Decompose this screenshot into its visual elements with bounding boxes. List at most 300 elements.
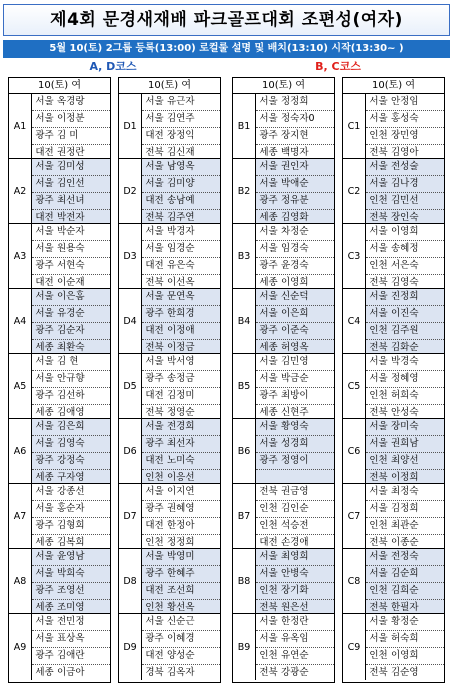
player-row [256, 648, 334, 665]
player-region: 서울 [259, 568, 278, 579]
player-name: 김화순 [391, 342, 419, 353]
player-name: 김희순 [391, 585, 419, 596]
player-list [141, 484, 220, 548]
player-name: 황정순 [391, 616, 419, 627]
group-label: C4 [347, 315, 361, 327]
player-name: 정숙자0 [281, 113, 315, 124]
player-row [142, 518, 220, 535]
player-name: 안성숙 [391, 407, 419, 418]
player-region: 서울 [369, 486, 388, 497]
player-region: 서울 [145, 551, 164, 562]
player-name: 옥경랑 [57, 96, 85, 107]
player-name: 김주연 [167, 212, 195, 223]
player-list [365, 549, 444, 613]
player-name: 장지현 [281, 130, 309, 141]
player-region: 전북 [369, 407, 388, 418]
player-row [256, 128, 334, 145]
group-label: C3 [347, 250, 361, 262]
player-row [142, 665, 220, 681]
player-row [366, 306, 444, 323]
player-name: 한필자 [391, 602, 419, 613]
player-row [256, 371, 334, 388]
player-region: 전북 [145, 147, 164, 158]
player-region: 서울 [259, 178, 278, 189]
player-name: 장기화 [281, 585, 309, 596]
course-label-bc: B, C코스 [315, 60, 361, 73]
player-region: 서울 [369, 113, 388, 124]
player-name: 김인순 [281, 503, 309, 514]
player-name: 차정순 [281, 226, 309, 237]
player-row [366, 224, 444, 241]
player-name: 안규향 [57, 373, 85, 384]
player-name: 이종순 [391, 537, 419, 548]
player-row [256, 289, 334, 306]
player-list [141, 94, 220, 158]
player-row [142, 501, 220, 518]
player-row [256, 258, 334, 275]
player-row [142, 258, 220, 275]
player-name: 김영숙 [391, 277, 419, 288]
player-row [366, 354, 444, 371]
player-region: 대전 [145, 585, 164, 596]
player-row [32, 518, 110, 535]
player-name: 허영옥 [281, 342, 309, 353]
group-label: B6 [237, 445, 251, 457]
player-name: 강정숙 [57, 455, 85, 466]
player-row [366, 614, 444, 631]
player-row [366, 94, 444, 111]
group-table-b [232, 77, 335, 683]
player-region: 서울 [259, 438, 278, 449]
player-region: 세종 [259, 277, 278, 288]
player-name: 장정익 [167, 130, 195, 141]
player-region: 광주 [35, 130, 54, 141]
player-row [366, 501, 444, 518]
player-name: 정영이 [281, 455, 309, 466]
group-block [233, 484, 334, 549]
player-region: 세종 [259, 147, 278, 158]
table-header: 10(토) 여 [343, 78, 444, 94]
player-region: 광주 [35, 325, 54, 336]
player-region: 광주 [259, 130, 278, 141]
group-label: A4 [13, 315, 27, 327]
group-block [119, 549, 220, 614]
player-region: 광주 [35, 195, 54, 206]
player-region: 광주 [35, 650, 54, 661]
player-region: 서울 [35, 486, 54, 497]
player-name: 유연순 [281, 650, 309, 661]
player-row [32, 176, 110, 193]
player-name: 장인숙 [391, 212, 419, 223]
player-region: 서울 [35, 113, 54, 124]
player-region: 세종 [259, 212, 278, 223]
player-name: 김신재 [167, 147, 195, 158]
player-name: 김미성 [57, 161, 85, 172]
group-block [343, 354, 444, 419]
player-region: 대전 [35, 147, 54, 158]
player-row [256, 306, 334, 323]
player-name: 손경애 [281, 537, 309, 548]
player-region: 대전 [145, 130, 164, 141]
player-row [32, 484, 110, 501]
player-row [256, 94, 334, 111]
player-row [142, 128, 220, 145]
player-row [32, 665, 110, 681]
player-row [32, 289, 110, 306]
player-region: 서울 [369, 291, 388, 302]
player-name: 홍성숙 [391, 113, 419, 124]
player-region: 광주 [35, 390, 54, 401]
player-region: 광주 [259, 260, 278, 271]
player-region: 서울 [369, 551, 388, 562]
player-name: 조선희 [167, 585, 195, 596]
player-region: 대전 [145, 325, 164, 336]
player-region: 전북 [369, 667, 388, 678]
group-label: A5 [13, 380, 27, 392]
group-block [233, 614, 334, 680]
player-row [256, 224, 334, 241]
player-row [256, 354, 334, 371]
group-label: B5 [237, 380, 251, 392]
player-row [366, 665, 444, 681]
player-region: 서울 [369, 568, 388, 579]
group-label: C9 [347, 641, 361, 653]
player-name: 최정숙 [391, 486, 419, 497]
player-list [31, 484, 110, 548]
player-name: 권혜영 [167, 503, 195, 514]
player-list [365, 159, 444, 223]
player-name: 김정희 [391, 503, 419, 514]
player-row [256, 501, 334, 518]
player-row [366, 128, 444, 145]
group-table-d [118, 77, 221, 683]
player-name: 박영미 [167, 551, 195, 562]
player-region: 서울 [145, 486, 164, 497]
player-region: 광주 [145, 568, 164, 579]
player-row [142, 306, 220, 323]
player-region: 서울 [35, 503, 54, 514]
player-name: 김정미 [167, 390, 195, 401]
player-list [141, 354, 220, 418]
group-block [233, 224, 334, 289]
player-list [31, 224, 110, 288]
player-row [256, 111, 334, 128]
player-list [255, 484, 334, 548]
player-name: 이영희 [281, 277, 309, 288]
player-name: 박경자 [167, 226, 195, 237]
schedule-banner: 5월 10(토) 2그룹 등록(13:00) 로컬룰 설명 및 배치(13:10) 시작(13:30~ ) [3, 40, 450, 58]
player-row [142, 549, 220, 566]
group-block [119, 94, 220, 159]
group-label: D1 [123, 120, 137, 132]
player-region: 서울 [145, 161, 164, 172]
group-block [343, 614, 444, 680]
player-name: 신현주 [281, 407, 309, 418]
player-row [142, 159, 220, 176]
group-block [9, 94, 110, 159]
player-name: 이은홈 [57, 291, 85, 302]
group-block [9, 419, 110, 484]
player-name: 조영선 [57, 585, 85, 596]
player-region: 대전 [145, 195, 164, 206]
player-row [366, 289, 444, 306]
player-region: 전북 [259, 667, 278, 678]
player-name: 황선옥 [167, 602, 195, 613]
player-row [32, 111, 110, 128]
player-name: 김선하 [57, 390, 85, 401]
player-region: 세종 [259, 342, 278, 353]
group-block [9, 484, 110, 549]
player-name: 박애순 [281, 178, 309, 189]
player-region: 전북 [259, 602, 278, 613]
player-region: 세종 [35, 602, 54, 613]
player-region: 인천 [369, 520, 388, 531]
group-label: C1 [347, 120, 361, 132]
player-name: 안병숙 [281, 568, 309, 579]
player-row [142, 193, 220, 210]
group-block [343, 484, 444, 549]
group-block [343, 159, 444, 224]
player-row [366, 193, 444, 210]
player-name: 진정희 [391, 291, 419, 302]
player-name: 김영아 [391, 147, 419, 158]
player-list [255, 419, 334, 483]
group-label: D4 [123, 315, 137, 327]
player-name: 석승전 [281, 520, 309, 531]
player-name: 정영순 [167, 407, 195, 418]
player-list [255, 94, 334, 158]
player-row [256, 614, 334, 631]
player-region: 대전 [145, 390, 164, 401]
group-block [343, 224, 444, 289]
player-name: 강종선 [57, 486, 85, 497]
player-name: 조미영 [57, 602, 85, 613]
player-region: 서울 [35, 421, 54, 432]
player-row [366, 566, 444, 583]
player-row [142, 453, 220, 470]
player-name: 송혜정 [391, 243, 419, 254]
player-name: 이영희 [391, 650, 419, 661]
player-region: 서울 [145, 226, 164, 237]
player-region: 서울 [259, 551, 278, 562]
player-row [32, 258, 110, 275]
player-region: 서울 [369, 308, 388, 319]
player-list [255, 289, 334, 353]
player-list [255, 224, 334, 288]
player-region: 전북 [145, 212, 164, 223]
player-list [141, 159, 220, 223]
group-block [343, 419, 444, 484]
player-name: 이선옥 [167, 277, 195, 288]
player-region: 전북 [369, 537, 388, 548]
player-name: 김복희 [57, 537, 85, 548]
player-name: 김연주 [167, 113, 195, 124]
player-region: 전북 [369, 342, 388, 353]
player-row [366, 258, 444, 275]
player-region: 서울 [369, 503, 388, 514]
player-row [142, 111, 220, 128]
group-label: A9 [13, 641, 27, 653]
player-region: 광주 [145, 438, 164, 449]
player-region: 광주 [35, 455, 54, 466]
player-row [256, 176, 334, 193]
group-label: D6 [123, 445, 137, 457]
player-name: 전성술 [391, 161, 419, 172]
group-label: C5 [347, 380, 361, 392]
player-name: 이정분 [57, 113, 85, 124]
player-list [365, 94, 444, 158]
group-block [233, 549, 334, 614]
player-name: 김애란 [57, 650, 85, 661]
player-region: 전북 [145, 277, 164, 288]
player-name: 김옥자 [167, 667, 195, 678]
group-block [9, 159, 110, 224]
group-label: B4 [237, 315, 251, 327]
player-row [366, 518, 444, 535]
player-name: 장민영 [391, 130, 419, 141]
player-name: 김형희 [57, 520, 85, 531]
player-row [366, 436, 444, 453]
player-name: 한희경 [167, 308, 195, 319]
player-name: 원용숙 [57, 243, 85, 254]
player-region: 서울 [369, 96, 388, 107]
player-region: 서울 [369, 438, 388, 449]
player-name: 문연옥 [167, 291, 195, 302]
group-label: C7 [347, 510, 361, 522]
player-region: 대전 [259, 537, 278, 548]
player-list [365, 614, 444, 680]
player-name: 권인자 [281, 161, 309, 172]
player-region: 세종 [259, 407, 278, 418]
player-row [256, 241, 334, 258]
player-region: 세종 [35, 407, 54, 418]
player-name: 윤영남 [57, 551, 85, 562]
group-block [119, 289, 220, 354]
player-region: 서울 [35, 551, 54, 562]
player-name: 유은숙 [167, 260, 195, 271]
player-row [256, 436, 334, 453]
player-name: 권정란 [57, 147, 85, 158]
player-row [32, 94, 110, 111]
player-list [141, 289, 220, 353]
player-row [256, 583, 334, 600]
player-list [365, 224, 444, 288]
player-region: 서울 [145, 421, 164, 432]
player-region: 서울 [369, 161, 388, 172]
player-region: 서울 [35, 243, 54, 254]
group-block [9, 354, 110, 419]
player-row [32, 388, 110, 405]
player-row [32, 159, 110, 176]
player-region: 전북 [145, 342, 164, 353]
group-label: A7 [13, 510, 27, 522]
player-row [32, 453, 110, 470]
page-title: 제4회 문경새재배 파크골프대회 조편성(여자) [3, 4, 450, 36]
player-name: 표상옥 [57, 633, 85, 644]
group-label: B3 [237, 250, 251, 262]
player-region: 광주 [145, 633, 164, 644]
group-block [343, 549, 444, 614]
player-name: 김영숙 [57, 438, 85, 449]
player-name: 윤경숙 [281, 260, 309, 271]
player-row [256, 159, 334, 176]
player-row [32, 323, 110, 340]
player-row [142, 388, 220, 405]
player-row [32, 193, 110, 210]
player-row [32, 501, 110, 518]
player-name: 최관순 [391, 520, 419, 531]
player-name: 정유분 [281, 195, 309, 206]
player-region: 서울 [35, 356, 54, 367]
player-row [366, 241, 444, 258]
player-row [142, 354, 220, 371]
player-row [142, 484, 220, 501]
player-list [365, 289, 444, 353]
player-row [142, 566, 220, 583]
player-name: 백명자 [281, 147, 309, 158]
player-name: 신순덕 [281, 291, 309, 302]
player-region: 서울 [35, 308, 54, 319]
player-row [142, 241, 220, 258]
player-row [142, 436, 220, 453]
table-header: 10(토) 여 [9, 78, 110, 94]
player-region: 전북 [369, 472, 388, 483]
player-list [141, 549, 220, 613]
player-name: 이영희 [391, 226, 419, 237]
player-name: 임경순 [167, 243, 195, 254]
player-name: 김애영 [57, 407, 85, 418]
group-block [233, 354, 334, 419]
player-name: 최선자 [167, 438, 195, 449]
player-region: 전북 [369, 147, 388, 158]
group-block [343, 289, 444, 354]
player-row [256, 484, 334, 501]
group-block [9, 614, 110, 680]
player-name: 이응선 [167, 472, 195, 483]
player-region: 서울 [369, 243, 388, 254]
player-region: 인천 [145, 602, 164, 613]
player-region: 광주 [145, 503, 164, 514]
player-region: 인천 [145, 537, 164, 548]
player-name: 김민영 [281, 356, 309, 367]
player-region: 서울 [259, 616, 278, 627]
group-label: C2 [347, 185, 361, 197]
player-list [31, 354, 110, 418]
player-name: 정정희 [281, 96, 309, 107]
player-row [142, 631, 220, 648]
player-region: 서울 [259, 291, 278, 302]
player-region: 대전 [145, 520, 164, 531]
player-row [256, 518, 334, 535]
group-label: A2 [13, 185, 27, 197]
player-name: 김민선 [391, 195, 419, 206]
player-region: 서울 [35, 568, 54, 579]
player-row [32, 566, 110, 583]
player-region: 경북 [145, 667, 164, 678]
player-name: 송정금 [167, 373, 195, 384]
player-row [256, 453, 334, 470]
player-region: 인천 [369, 455, 388, 466]
player-name: 홍순자 [57, 503, 85, 514]
player-region: 대전 [145, 650, 164, 661]
player-region: 서울 [145, 291, 164, 302]
player-region: 인천 [369, 650, 388, 661]
player-name: 이지연 [167, 486, 195, 497]
player-name: 이은희 [281, 308, 309, 319]
player-region: 대전 [35, 212, 54, 223]
player-region: 서울 [259, 373, 278, 384]
player-name: 김순영 [391, 667, 419, 678]
